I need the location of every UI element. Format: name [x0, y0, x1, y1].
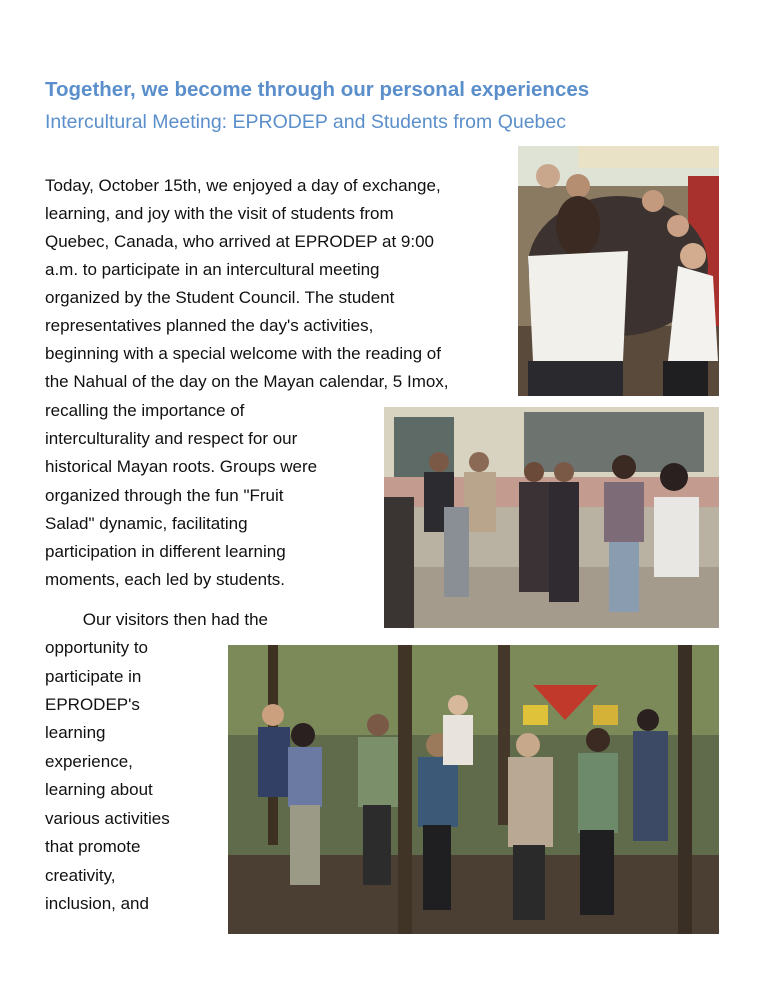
body-line: experience,: [45, 752, 133, 771]
body-line: participation in different learning: [45, 542, 286, 561]
body-line: learning about: [45, 780, 153, 799]
body-line: inclusion, and: [45, 894, 149, 913]
body-line: Quebec, Canada, who arrived at EPRODEP at 9:00: [45, 232, 435, 251]
body-line: a.m. to participate in an intercultural meeting: [45, 260, 380, 279]
body-line: historical Mayan roots. Groups were: [45, 457, 318, 476]
body-line: various activities: [45, 809, 170, 828]
group-embrace-photo: [518, 146, 719, 396]
body-line: opportunity to: [45, 638, 149, 657]
body-line: Salad" dynamic, facilitating: [45, 514, 248, 533]
body-line: organized by the Student Council. The student: [45, 288, 395, 307]
body-line: learning, and joy with the visit of students from: [45, 204, 394, 223]
body-line: Today, October 15th, we enjoyed a day of exchange,: [45, 176, 441, 195]
body-line: EPRODEP's: [45, 695, 140, 714]
body-line: learning: [45, 723, 106, 742]
body-line: that promote: [45, 837, 141, 856]
article-title: Together, we become through our personal experiences: [45, 78, 590, 101]
body-line: Our visitors then had the: [45, 610, 268, 629]
hugging-students-photo: [384, 407, 719, 628]
body-line: interculturality and respect for our: [45, 429, 298, 448]
body-line: representatives planned the day's activities,: [45, 316, 374, 335]
body-line: the Nahual of the day on the Mayan calendar, 5 Imox,: [45, 372, 449, 391]
forest-circle-photo: [228, 645, 719, 934]
article-subtitle: Intercultural Meeting: EPRODEP and Students from Quebec: [45, 111, 566, 133]
body-line: beginning with a special welcome with the reading of: [45, 344, 441, 363]
body-line: moments, each led by students.: [45, 570, 286, 589]
body-line: organized through the fun "Fruit: [45, 486, 284, 505]
body-line: participate in: [45, 667, 142, 686]
body-line: creativity,: [45, 866, 116, 885]
body-line: recalling the importance of: [45, 401, 245, 420]
